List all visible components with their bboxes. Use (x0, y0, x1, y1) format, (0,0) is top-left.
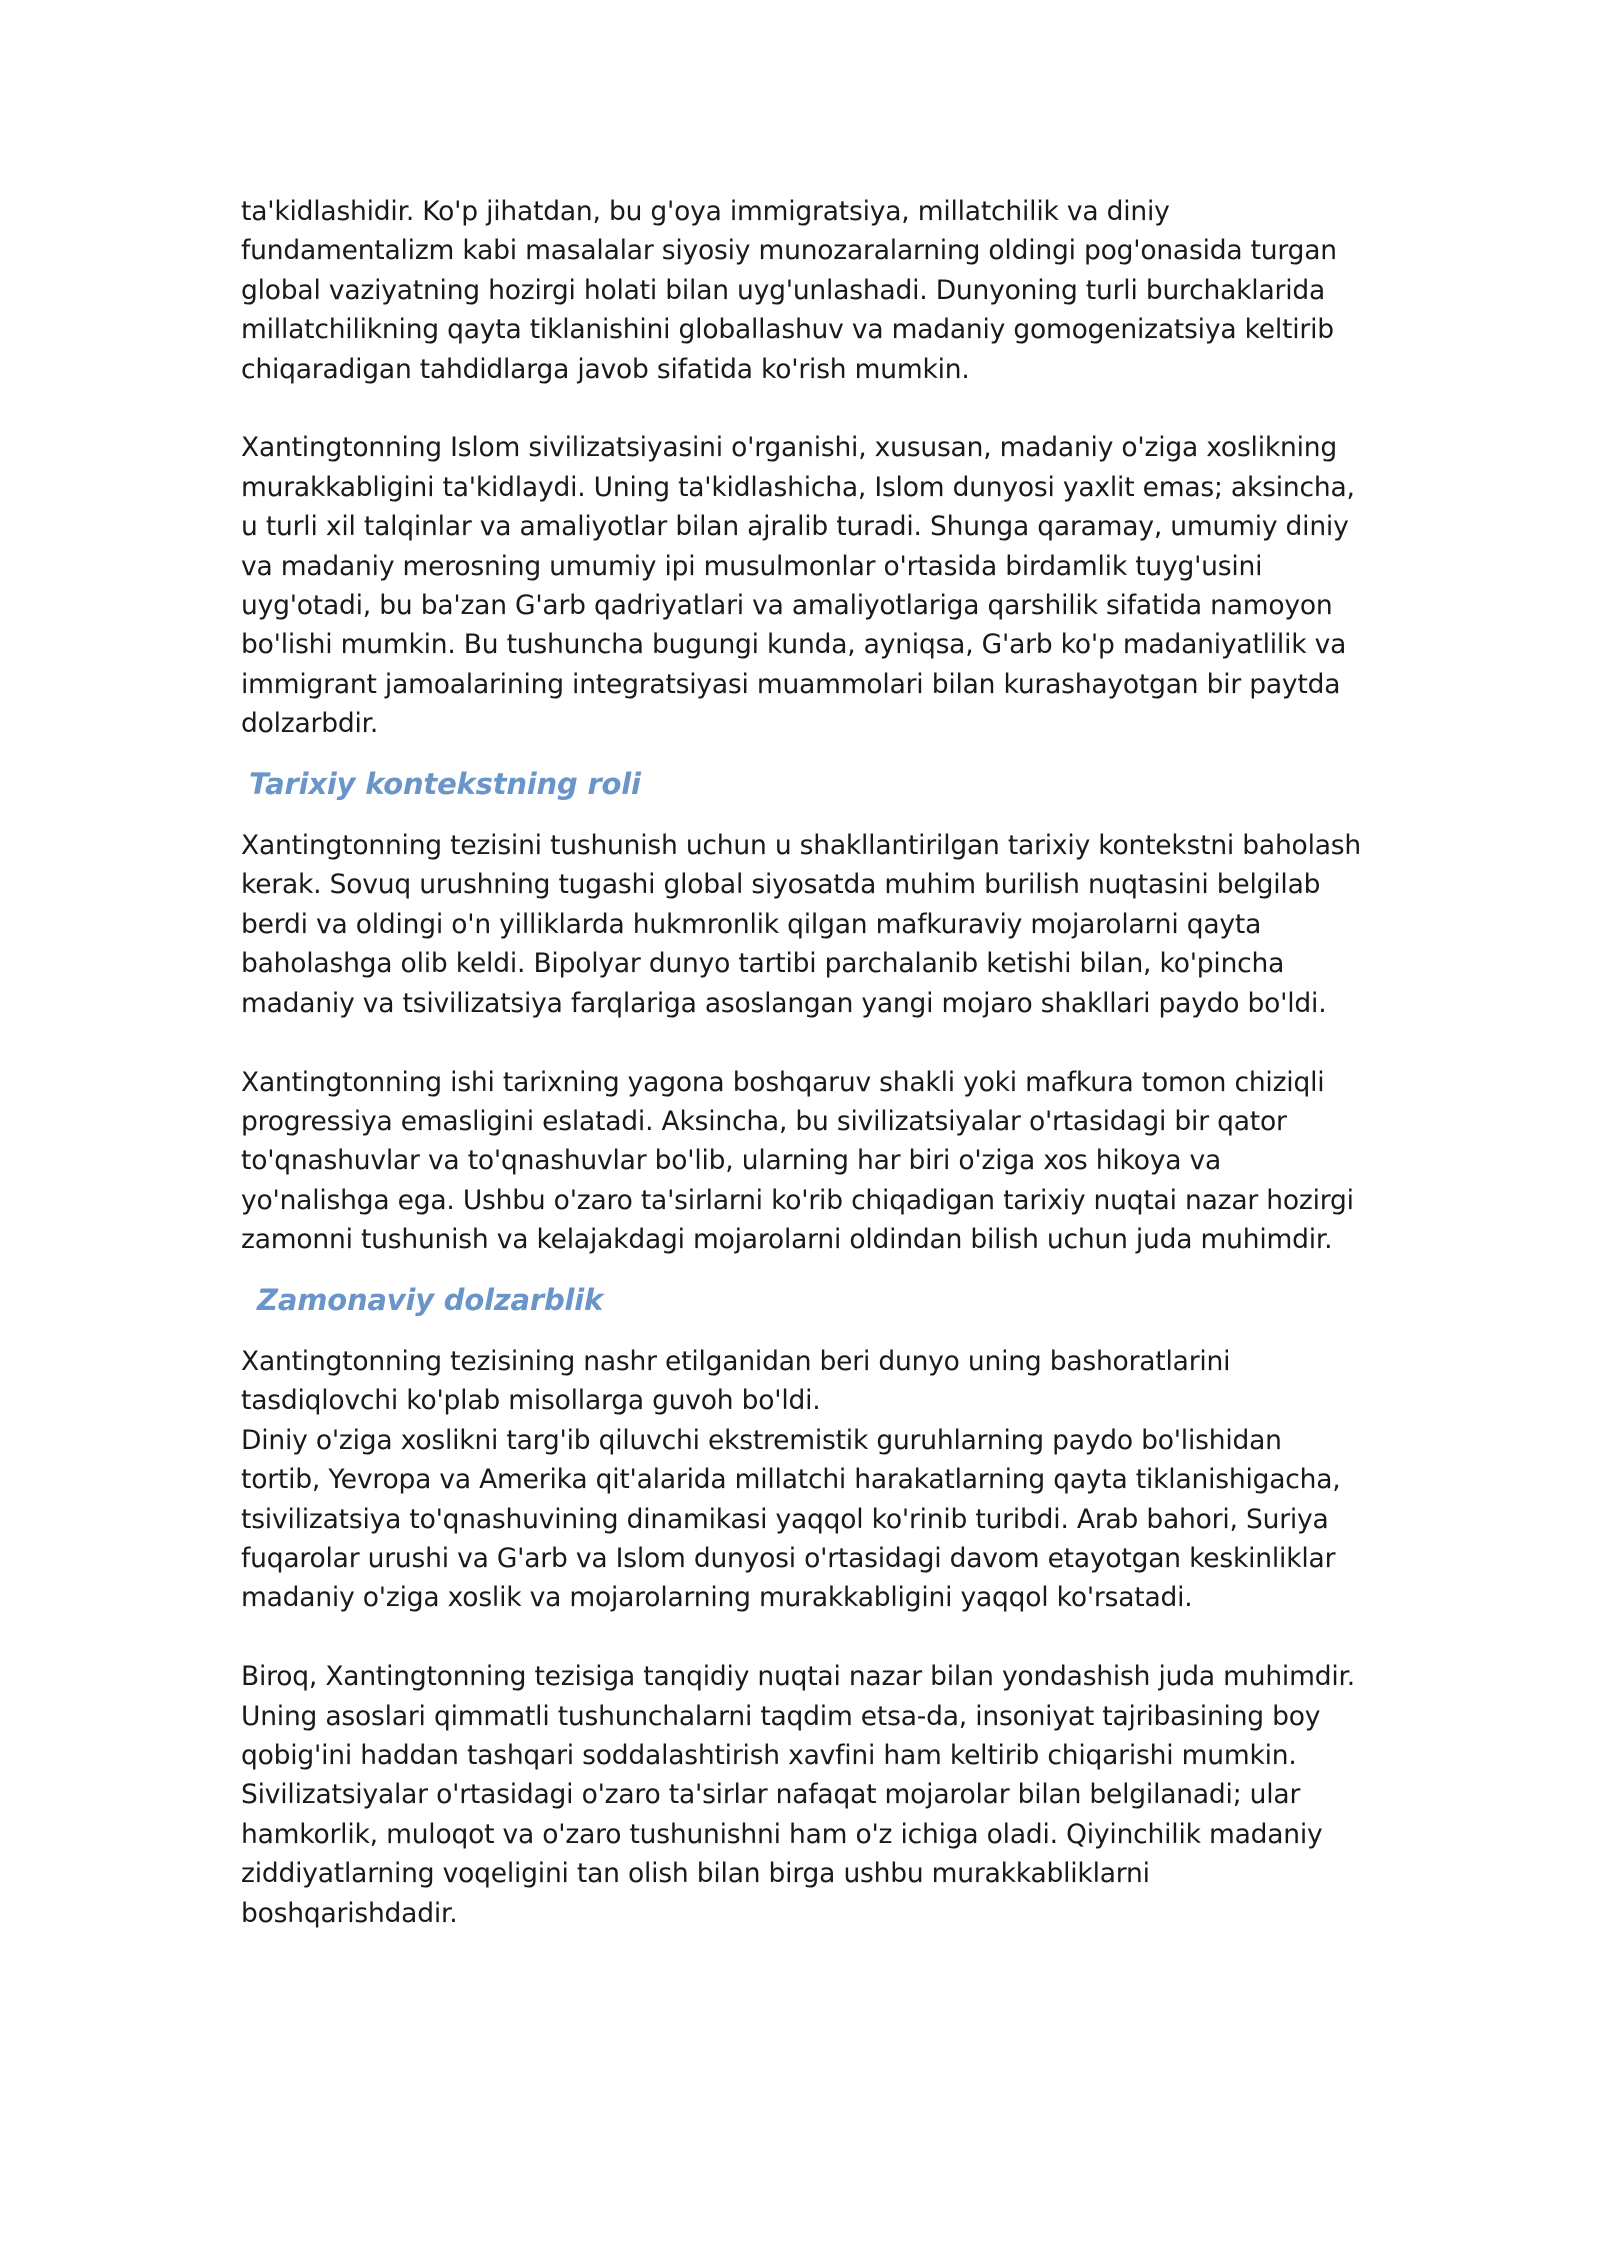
paragraph-spacer (241, 389, 1366, 428)
paragraph-spacer (241, 1023, 1366, 1062)
paragraph: Diniy o'ziga xoslikni targ'ib qiluvchi ekstremistik guruhlarning paydo bo'lishidan tortib, Yevropa va Amerika qit'alarida millatchi harakatlarning qayta tiklanishigacha, tsivilizatsiya to'qnashuvining dinamikasi yaqqol ko'rinib turibdi. Arab bahori, Suriya fuqarolar urushi va G'arb va Islom dunyosi o'rtasidagi davom etayotgan keskinliklar madaniy o'ziga xoslik va mojarolarning murakkabligini yaqqol ko'rsatadi. (241, 1424, 1341, 1614)
paragraph: Xantingtonning ishi tarixning yagona boshqaruv shakli yoki mafkura tomon chiziqli progressiya emasligini eslatadi. Aksincha, bu sivilizatsiyalar o'rtasidagi bir qator to'qnashuvlar va to'qnashuvlar bo'lib, ularning har biri o'ziga xos hikoya va yo'nalishga ega. Ushbu o'zaro ta'sirlarni ko'rib chiqadigan tarixiy nuqtai nazar hozirgi zamonni tushunish va kelajakdagi mojarolarni oldindan bilish uchun juda muhimdir. (241, 1066, 1354, 1256)
document-body (241, 192, 1366, 1933)
paragraph: Xantingtonning tezisining nashr etilganidan beri dunyo uning bashoratlarini tasdiqlovchi ko'plab misollarga guvoh bo'ldi. (241, 1345, 1231, 1417)
paragraph: ta'kidlashidir. Ko'p jihatdan, bu g'oya immigratsiya, millatchilik va diniy fundamentalizm kabi masalalar siyosiy munozaralarning oldingi pog'onasida turgan global vaziyatning hozirgi holati bilan uyg'unlashadi. Dunyoning turli burchaklarida millatchilikning qayta tiklanishini globallashuv va madaniy gomogenizatsiya keltirib chiqaradigan tahdidlarga javob sifatida ko'rish mumkin. (241, 196, 1337, 385)
paragraph: Biroq, Xantingtonning tezisiga tanqidiy nuqtai nazar bilan yondashish juda muhimdir. Uning asoslari qimmatli tushunchalarni taqdim etsa-da, insoniyat tajribasining boy qobig'ini haddan tashqari soddalashtirish xavfini ham keltirib chiqarishi mumkin. Sivilizatsiyalar o'rtasidagi o'zaro ta'sirlar nafaqat mojarolar bilan belgilanadi; ular hamkorlik, muloqot va o'zaro tushunishni ham o'z ichiga oladi. Qiyinchilik madaniy ziddiyatlarning voqeligini tan olish bilan birga ushbu murakkabliklarni boshqarishdadir. (241, 1661, 1355, 1929)
section-heading: Tarixiy kontekstning roli (249, 766, 641, 801)
paragraph: Xantingtonning tezisini tushunish uchun u shakllantirilgan tarixiy kontekstni baholash kerak. Sovuq urushning tugashi global siyosatda muhim burilish nuqtasini belgilab berdi va oldingi o'n yilliklarda hukmronlik qilgan mafkuraviy mojarolarni qayta baholashga olib keldi. Bipolyar dunyo tartibi parchalanib ketishi bilan, ko'pincha madaniy va tsivilizatsiya farqlariga asoslangan yangi mojaro shakllari paydo bo'ldi. (241, 830, 1361, 1019)
paragraph: Xantingtonning Islom sivilizatsiyasini o'rganishi, xususan, madaniy o'ziga xoslikning murakkabligini ta'kidlaydi. Uning ta'kidlashicha, Islom dunyosi yaxlit emas; aksincha, u turli xil talqinlar va amaliyotlar bilan ajralib turadi. Shunga qaramay, umumiy diniy va madaniy merosning umumiy ipi musulmonlar o'rtasida birdamlik tuyg'usini uyg'otadi, bu ba'zan G'arb qadriyatlari va amaliyotlariga qarshilik sifatida namoyon bo'lishi mumkin. Bu tushuncha bugungi kunda, ayniqsa, G'arb ko'p madaniyatlilik va immigrant jamoalarining integratsiyasi muammolari bilan kurashayotgan bir paytda dolzarbdir. (241, 432, 1355, 740)
paragraph-spacer (241, 1618, 1366, 1657)
section-heading: Zamonaviy dolzarblik (257, 1282, 604, 1317)
